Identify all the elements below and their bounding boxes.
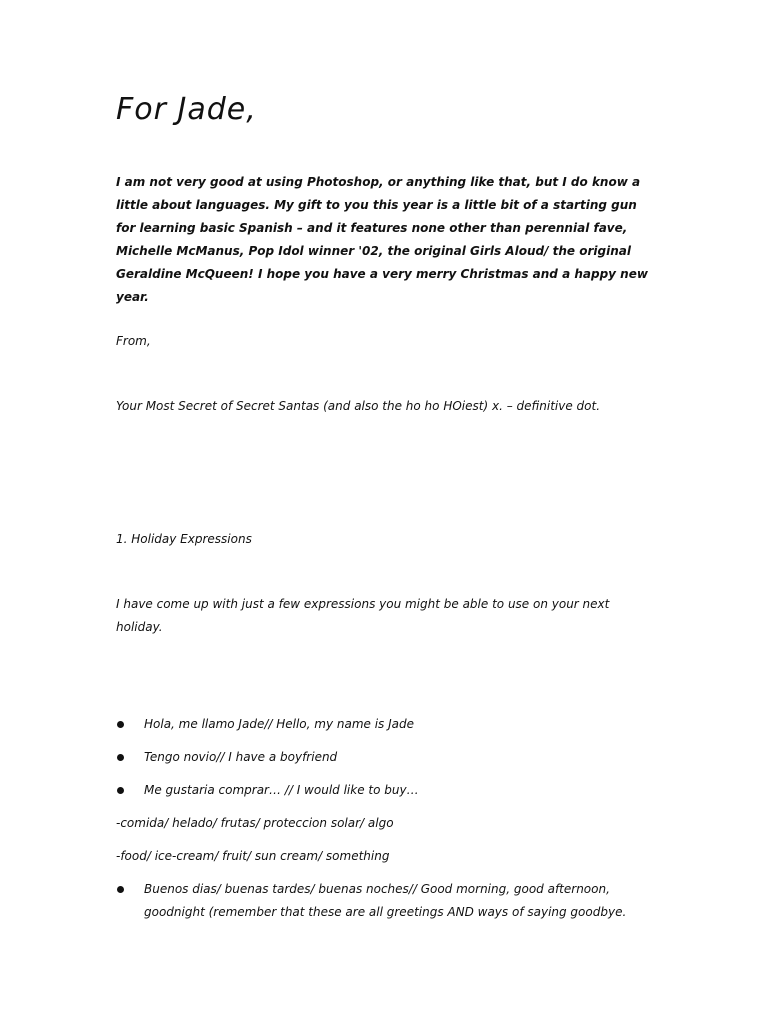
from-line: From, <box>116 334 151 348</box>
bullet-icon <box>117 787 124 794</box>
list-item <box>116 878 661 924</box>
list-item-text: Buenos dias/ buenas tardes/ buenas noches// Good morning, good afternoon, goodnight (remember that these are all greetings AND ways of saying goodbye. <box>144 882 627 919</box>
vocab-spanish: -comida/ helado/ frutas/ proteccion solar/ algo <box>116 816 394 830</box>
list-item <box>116 779 656 802</box>
list-item-text: Hola, me llamo Jade// Hello, my name is Jade <box>144 717 415 731</box>
list-item-text: Tengo novio// I have a boyfriend <box>144 750 338 764</box>
list-item-text: Me gustaria comprar… // I would like to buy… <box>144 783 419 797</box>
bullet-icon <box>117 754 124 761</box>
intro-paragraph: I am not very good at using Photoshop, or anything like that, but I do know a little about languages. My gift to you this year is a little bit of a starting gun for learning basic Spanish – and it features none other than perennial fave, Michelle McManus, Pop Idol winner '02, the original Girls Aloud/ the original Geraldine McQueen! I hope you have a very merry Christmas and a happy new year. <box>116 175 648 304</box>
bullet-icon <box>117 721 124 728</box>
list-item <box>116 746 656 769</box>
bullet-icon <box>117 886 124 893</box>
section-heading: 1. Holiday Expressions <box>116 532 252 546</box>
list-item <box>116 713 656 736</box>
letter-title: For Jade, <box>116 92 257 127</box>
signoff-line: Your Most Secret of Secret Santas (and also the ho ho HOiest) x. – definitive dot. <box>116 399 601 413</box>
vocab-english: -food/ ice-cream/ fruit/ sun cream/ something <box>116 849 390 863</box>
section-lead: I have come up with just a few expressions you might be able to use on your next holiday. <box>116 597 610 634</box>
